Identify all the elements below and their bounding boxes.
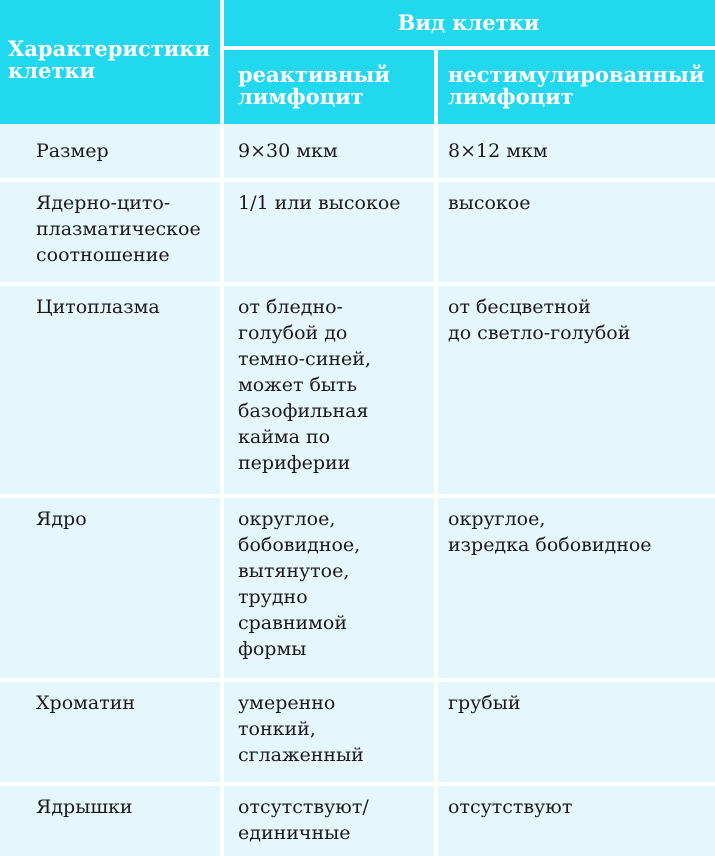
- row-reactive-value: округлое, бобовидное, вытянутое, трудно сравнимой формы: [238, 508, 361, 660]
- row-unstimulated-value: от бесцветной до светло-голубой: [448, 296, 631, 344]
- header-reactive-lymphocyte: реактивный лимфоцит: [222, 48, 436, 124]
- row-unstimulated-value: отсутствуют: [448, 796, 573, 818]
- row-reactive-value: 9×30 мкм: [238, 140, 338, 162]
- column-divider: [434, 48, 438, 856]
- row-label: Размер: [36, 140, 109, 162]
- row-label: Цитоплазма: [36, 296, 160, 318]
- row-reactive-value: отсутствуют/ единичные: [238, 796, 369, 844]
- row-reactive-value: умеренно тонкий, сглаженный: [238, 692, 364, 766]
- row-divider: [0, 178, 715, 182]
- row-label: Ядрышки: [36, 796, 133, 818]
- row-reactive-value: от бледно- голубой до темно-синей, может быть базофильная кайма по периферии: [238, 296, 371, 474]
- row-divider: [0, 282, 715, 286]
- row-divider: [222, 46, 715, 50]
- row-label: Ядро: [36, 508, 87, 530]
- row-divider: [0, 782, 715, 786]
- header-unstimulated-lymphocyte: нестимулированный лимфоцит: [436, 48, 715, 124]
- header-characteristics: Характеристики клетки: [0, 0, 222, 124]
- row-unstimulated-value: высокое: [448, 192, 531, 214]
- row-label: Ядерно-цито- плазматическое соотношение: [36, 192, 201, 266]
- row-reactive-value: 1/1 или высокое: [238, 192, 401, 214]
- row-divider: [0, 678, 715, 682]
- row-unstimulated-value: грубый: [448, 692, 521, 714]
- column-divider: [220, 0, 224, 856]
- row-divider: [0, 494, 715, 498]
- row-unstimulated-value: 8×12 мкм: [448, 140, 548, 162]
- row-unstimulated-value: округлое, изредка бобовидное: [448, 508, 652, 556]
- row-label: Хроматин: [36, 692, 136, 714]
- header-cell-type: Вид клетки: [222, 0, 715, 48]
